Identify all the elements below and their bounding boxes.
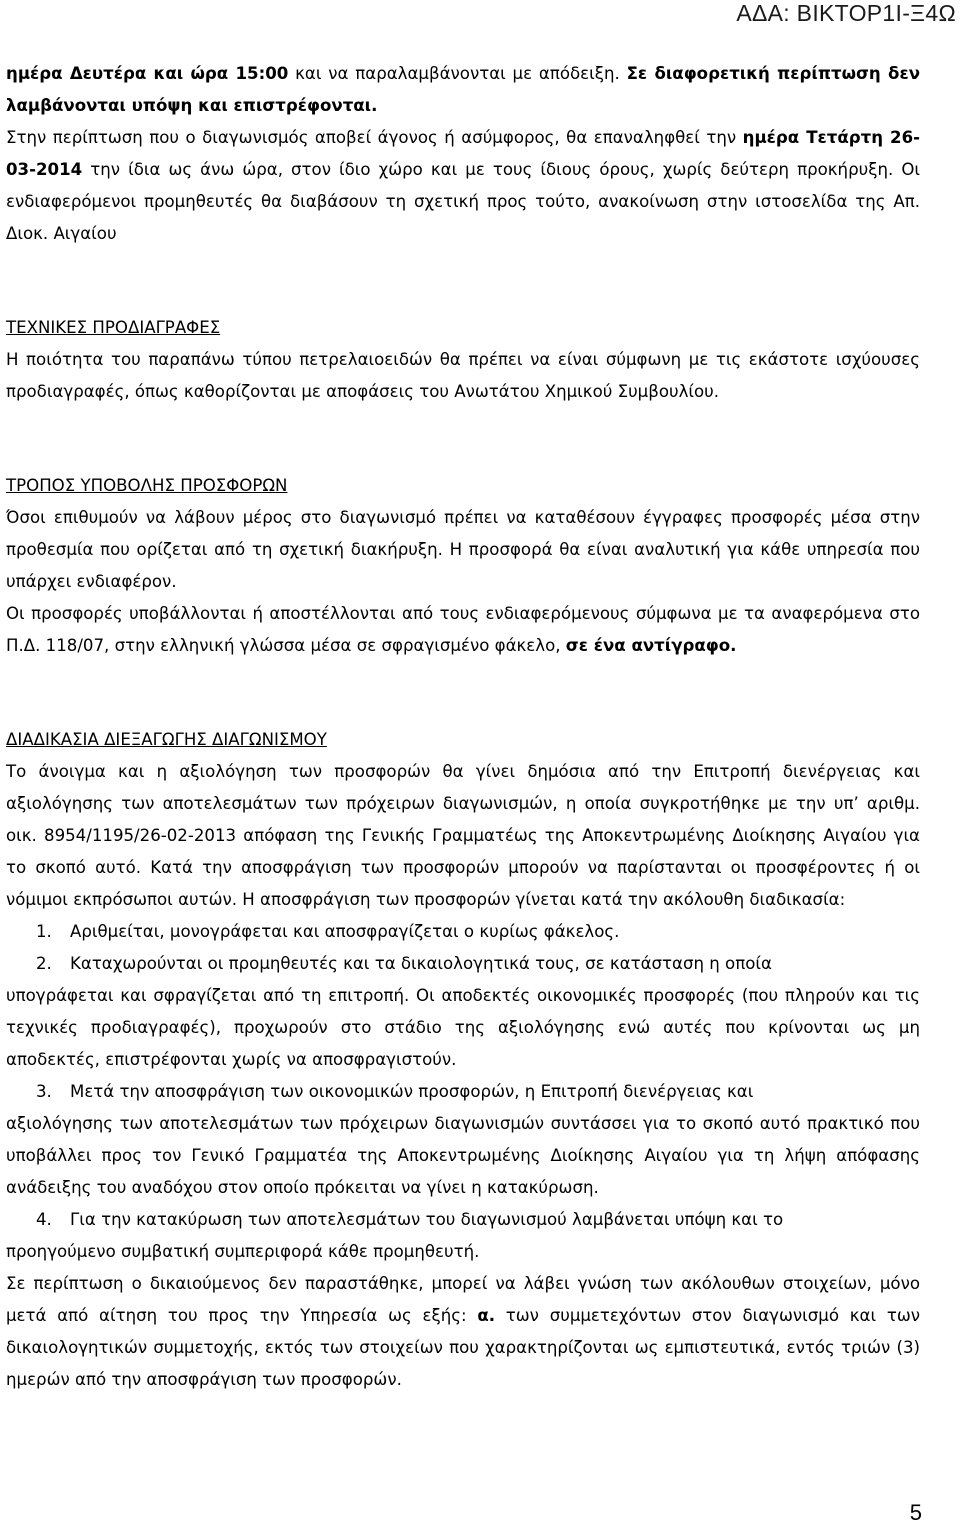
closing-paragraph	[6, 1268, 920, 1396]
closing-text-b: των συμμετεχόντων στον διαγωνισμό και των δικαιολογητικών συμμετοχής, εκτός των στοιχείων που χαρακτηρίζονται ως εμπιστευτικά, εντός τριών (3) ημερών από την αποσφράγιση των προσφορών.	[6, 1306, 921, 1389]
intro-bold-note: Σε διαφορετική περίπτωση δεν λαμβάνονται υπόψη και επιστρέφονται.	[6, 64, 920, 115]
offers-paragraph-1: Όσοι επιθυμούν να λάβουν μέρος στο διαγωνισμό πρέπει να καταθέσουν έγγραφες προσφορές μέσα στην προθεσμία που ορίζεται από τη σχετική διακήρυξη. Η προσφορά θα είναι αναλυτική για κάθε υπηρεσία που υπάρχει ενδιαφέρον.	[6, 508, 920, 591]
document-page	[6, 58, 920, 1396]
list-text-continued: υπογράφεται και σφραγίζεται από τη επιτροπή. Οι αποδεκτές οικονομικές προσφορές (που πληρούν και τις τεχνικές προδιαγραφές), προχωρούν στο στάδιο της αξιολόγησης ενώ αυτές που κρίνονται ως μη αποδεκτές, επιστρέφονται χωρίς να αποσφραγιστούν.	[6, 986, 920, 1069]
list-number: 4.	[36, 1210, 52, 1229]
list-item	[6, 948, 920, 1076]
list-number: 1.	[36, 922, 52, 941]
intro-bold-date: ημέρα Δευτέρα και ώρα 15:00	[6, 64, 289, 83]
list-text-continued: προηγούμενο συμβατική συμπεριφορά κάθε προμηθευτή.	[6, 1242, 480, 1261]
offers-paragraph-2	[6, 598, 920, 662]
procedure-list	[6, 916, 920, 1268]
list-text: Μετά την αποσφράγιση των οικονομικών προσφορών, η Επιτροπή διενέργειας και	[70, 1082, 754, 1101]
intro-paragraph-2	[6, 122, 920, 250]
list-text: Καταχωρούνται οι προμηθευτές και τα δικαιολογητικά τους, σε κατάσταση η οποία	[70, 954, 772, 973]
intro-text-2a: Στην περίπτωση που ο διαγωνισμός αποβεί άγονος ή ασύμφορος, θα επαναληφθεί την	[6, 128, 743, 147]
offers-text: Οι προσφορές υποβάλλονται ή αποστέλλονται από τους ενδιαφερόμενους σύμφωνα με τα αναφερόμενα στο Π.Δ. 118/07, στην ελληνική γλώσσα μέσα σε σφραγισμένο φάκελο,	[6, 604, 920, 655]
tech-specs-heading: ΤΕΧΝΙΚΕΣ ΠΡΟΔΙΑΓΡΑΦΕΣ	[6, 318, 221, 337]
offers-heading: ΤΡΟΠΟΣ ΥΠΟΒΟΛΗΣ ΠΡΟΣΦΟΡΩΝ	[6, 476, 288, 495]
tech-specs-body: Η ποιότητα του παραπάνω τύπου πετρελαιοειδών θα πρέπει να είναι σύμφωνη με τις εκάστοτε ισχύουσες προδιαγραφές, όπως καθορίζονται με αποφάσεις του Ανωτάτου Χημικού Συμβουλίου.	[6, 350, 920, 401]
list-text: Για την κατακύρωση των αποτελεσμάτων του διαγωνισμού λαμβάνεται υπόψη και το	[70, 1210, 784, 1229]
procedure-heading: ΔΙΑΔΙΚΑΣΙΑ ΔΙΕΞΑΓΩΓΗΣ ΔΙΑΓΩΝΙΣΜΟΥ	[6, 730, 327, 749]
intro-bold-repeat-date: ημέρα Τετάρτη 26-03-2014	[6, 128, 920, 179]
closing-text-a: Σε περίπτωση ο δικαιούμενος δεν παραστάθηκε, μπορεί να λάβει γνώση των ακόλουθων στοιχείων, μόνο μετά από αίτηση του προς την Υπηρεσία ως εξής:	[6, 1274, 920, 1325]
list-number: 2.	[36, 954, 52, 973]
list-item	[6, 916, 920, 948]
offers-bold-copy: σε ένα αντίγραφο.	[565, 636, 737, 655]
list-text: Αριθμείται, μονογράφεται και αποσφραγίζεται ο κυρίως φάκελος.	[70, 922, 620, 941]
ada-code: ΑΔΑ: ΒΙΚΤΟΡ1Ι-Ξ4Ω	[736, 0, 956, 26]
intro-paragraph-1	[6, 58, 920, 122]
list-text-continued: αξιολόγησης των αποτελεσμάτων των πρόχειρων διαγωνισμών συντάσσει για το σκοπό αυτό πρακτικό που υποβάλλει προς τον Γενικό Γραμματέα της Αποκεντρωμένης Διοίκησης Αιγαίου για τη λήψη απόφασης ανάδειξης του αναδόχου στον οποίο πρόκειται να γίνει η κατακύρωση.	[6, 1114, 920, 1197]
list-number: 3.	[36, 1082, 52, 1101]
closing-bold-alpha: α.	[477, 1306, 496, 1325]
procedure-intro: Το άνοιγμα και η αξιολόγηση των προσφορών θα γίνει δημόσια από την Επιτροπή διενέργειας και αξιολόγησης των αποτελεσμάτων των πρόχειρων διαγωνισμών, η οποία συγκροτήθηκε με την υπ’ αριθμ. οικ. 8954/1195/26-02-2013 απόφαση της Γενικής Γραμματέως της Αποκεντρωμένης Διοίκησης Αιγαίου για το σκοπό αυτό. Κατά την αποσφράγιση των προσφορών μπορούν να παρίστανται οι προσφέροντες ή οι νόμιμοι εκπρόσωποι αυτών. Η αποσφράγιση των προσφορών γίνεται κατά την ακόλουθη διαδικασία:	[6, 762, 920, 909]
list-item	[6, 1076, 920, 1204]
intro-text-2b: την ίδια ως άνω ώρα, στον ίδιο χώρο και με τους ίδιους όρους, χωρίς δεύτερη προκήρυξη. Οι ενδιαφερόμενοι προμηθευτές θα διαβάσουν τη σχετική προς τούτο, ανακοίνωση στην ιστοσελίδα της Απ. Διοκ. Αιγαίου	[6, 160, 920, 243]
page-number: 5	[909, 1500, 922, 1525]
list-item	[6, 1204, 920, 1268]
intro-text: και να παραλαμβάνονται με απόδειξη.	[288, 64, 627, 83]
